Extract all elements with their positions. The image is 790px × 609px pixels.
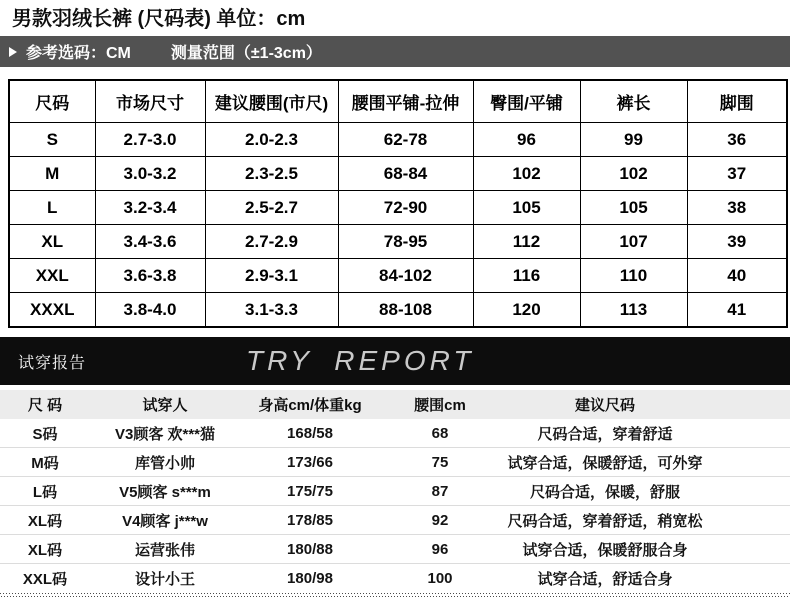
try-report-cell: XL码 xyxy=(27,512,63,530)
size-table-cell: 3.2-3.4 xyxy=(95,191,205,225)
try-report-row xyxy=(0,506,790,535)
size-table-cell: XL xyxy=(9,225,95,259)
size-table-cell: 39 xyxy=(687,225,787,259)
try-report-row xyxy=(0,535,790,564)
size-table-header-cell: 尺码 xyxy=(9,80,95,123)
size-table-cell: 113 xyxy=(580,293,687,328)
try-report-cell: 173/66 xyxy=(287,453,333,471)
try-report-row xyxy=(0,477,790,506)
size-table-cell: 78-95 xyxy=(338,225,473,259)
try-report-cell: 175/75 xyxy=(287,482,333,500)
size-table-cell: 116 xyxy=(473,259,580,293)
size-table-row xyxy=(9,157,787,191)
try-report-cell: 96 xyxy=(431,540,449,558)
size-table-cell: 62-78 xyxy=(338,123,473,157)
size-table-cell: 3.1-3.3 xyxy=(205,293,338,328)
try-report-header-cell: 试穿人 xyxy=(142,397,188,414)
try-report-cell: V3顾客 欢***猫 xyxy=(114,425,216,443)
page-title: 男款羽绒长裤 (尺码表) 单位：cm xyxy=(12,8,306,30)
size-table-cell: 88-108 xyxy=(338,293,473,328)
try-report-cell: 180/88 xyxy=(287,540,333,558)
size-table-cell: L xyxy=(9,191,95,225)
try-report-cell: 试穿合适，舒适合身 xyxy=(537,570,673,588)
size-table-cell: XXXL xyxy=(9,293,95,328)
try-report-header-cell: 腰围cm xyxy=(414,397,466,414)
try-report-cell: 尺码合适，穿着舒适，稍宽松 xyxy=(507,512,703,530)
size-table-cell: 102 xyxy=(580,157,687,191)
try-report-cell: 尺码合适，穿着舒适 xyxy=(537,425,673,443)
try-report-cell: L码 xyxy=(32,483,58,501)
measure-range-label: 测量范围（±1-3cm） xyxy=(170,45,322,62)
size-table-header-cell: 裤长 xyxy=(580,80,687,123)
size-table-header-cell: 脚围 xyxy=(687,80,787,123)
size-table-cell: 2.5-2.7 xyxy=(205,191,338,225)
size-table-row xyxy=(9,225,787,259)
size-table-cell: XXL xyxy=(9,259,95,293)
size-table-cell: 105 xyxy=(580,191,687,225)
try-report-cell: 87 xyxy=(431,482,449,500)
try-report-cell: 试穿合适，保暖舒服合身 xyxy=(522,541,688,559)
try-report-cell: 100 xyxy=(427,569,453,587)
try-report-cell: XL码 xyxy=(27,541,63,559)
try-report-table xyxy=(0,390,790,597)
size-table-cell: 107 xyxy=(580,225,687,259)
size-table-cell: M xyxy=(9,157,95,191)
size-table-cell: 2.7-3.0 xyxy=(95,123,205,157)
size-table-cell: 2.0-2.3 xyxy=(205,123,338,157)
size-table xyxy=(8,79,788,328)
size-table-row xyxy=(9,191,787,225)
size-table-cell: 3.0-3.2 xyxy=(95,157,205,191)
size-table-header-cell: 建议腰围(市尺) xyxy=(205,80,338,123)
size-table-cell: 2.3-2.5 xyxy=(205,157,338,191)
try-report-cell: S码 xyxy=(32,425,58,443)
size-table-cell: 38 xyxy=(687,191,787,225)
try-report-header-row xyxy=(0,390,790,419)
size-table-header-cell: 市场尺寸 xyxy=(95,80,205,123)
try-report-cell: 168/58 xyxy=(287,424,333,442)
size-table-cell: 102 xyxy=(473,157,580,191)
try-report-cell: 180/98 xyxy=(287,569,333,587)
size-table-cell: 72-90 xyxy=(338,191,473,225)
try-report-cell: 92 xyxy=(431,511,449,529)
try-report-cell: V4顾客 j***w xyxy=(122,512,208,530)
size-table-row xyxy=(9,293,787,328)
size-table-cell: 110 xyxy=(580,259,687,293)
try-report-cell: 库管小帅 xyxy=(134,454,195,472)
size-table-cell: 3.8-4.0 xyxy=(95,293,205,328)
size-table-cell: 99 xyxy=(580,123,687,157)
right-triangle-icon xyxy=(9,47,17,57)
size-table-row xyxy=(9,259,787,293)
try-report-cell: 试穿合适，保暖舒适，可外穿 xyxy=(507,454,703,472)
try-report-cell: 68 xyxy=(431,424,449,442)
info-bar xyxy=(0,36,790,67)
size-table-cell: 40 xyxy=(687,259,787,293)
reference-size-label: 参考选码：CM xyxy=(26,45,131,62)
size-table-header-row xyxy=(9,80,787,123)
try-report-cell: 75 xyxy=(431,453,449,471)
size-table-cell: 105 xyxy=(473,191,580,225)
try-report-banner xyxy=(0,337,790,385)
size-table-cell: 2.9-3.1 xyxy=(205,259,338,293)
try-report-title-cn: 试穿报告 xyxy=(18,354,87,372)
size-table-cell: 96 xyxy=(473,123,580,157)
bottom-dotted-divider xyxy=(0,593,790,597)
try-report-cell: 设计小王 xyxy=(134,570,195,588)
size-table-cell: 112 xyxy=(473,225,580,259)
size-table-cell: 2.7-2.9 xyxy=(205,225,338,259)
size-table-cell: 3.4-3.6 xyxy=(95,225,205,259)
try-report-cell: 运营张伟 xyxy=(134,541,195,559)
size-table-row xyxy=(9,123,787,157)
try-report-row xyxy=(0,564,790,592)
try-report-header-cell: 建议尺码 xyxy=(574,397,635,414)
try-report-cell: 178/85 xyxy=(287,511,333,529)
try-report-title-en: TRY REPORT xyxy=(246,345,475,376)
try-report-header-cell: 尺 码 xyxy=(27,397,63,414)
size-table-header-cell: 腰围平铺-拉伸 xyxy=(338,80,473,123)
try-report-cell: XXL码 xyxy=(22,570,68,588)
size-table-cell: 37 xyxy=(687,157,787,191)
size-table-header-cell: 臀围/平铺 xyxy=(473,80,580,123)
try-report-row xyxy=(0,419,790,448)
size-table-cell: 3.6-3.8 xyxy=(95,259,205,293)
try-report-row xyxy=(0,448,790,477)
try-report-header-cell: 身高cm/体重kg xyxy=(258,397,362,414)
size-table-cell: 68-84 xyxy=(338,157,473,191)
try-report-cell: V5顾客 s***m xyxy=(119,483,211,501)
size-table-cell: 120 xyxy=(473,293,580,328)
try-report-cell: 尺码合适，保暖，舒服 xyxy=(529,483,680,501)
size-table-cell: S xyxy=(9,123,95,157)
size-table-cell: 84-102 xyxy=(338,259,473,293)
try-report-cell: M码 xyxy=(31,454,59,472)
size-table-cell: 41 xyxy=(687,293,787,328)
size-table-cell: 36 xyxy=(687,123,787,157)
